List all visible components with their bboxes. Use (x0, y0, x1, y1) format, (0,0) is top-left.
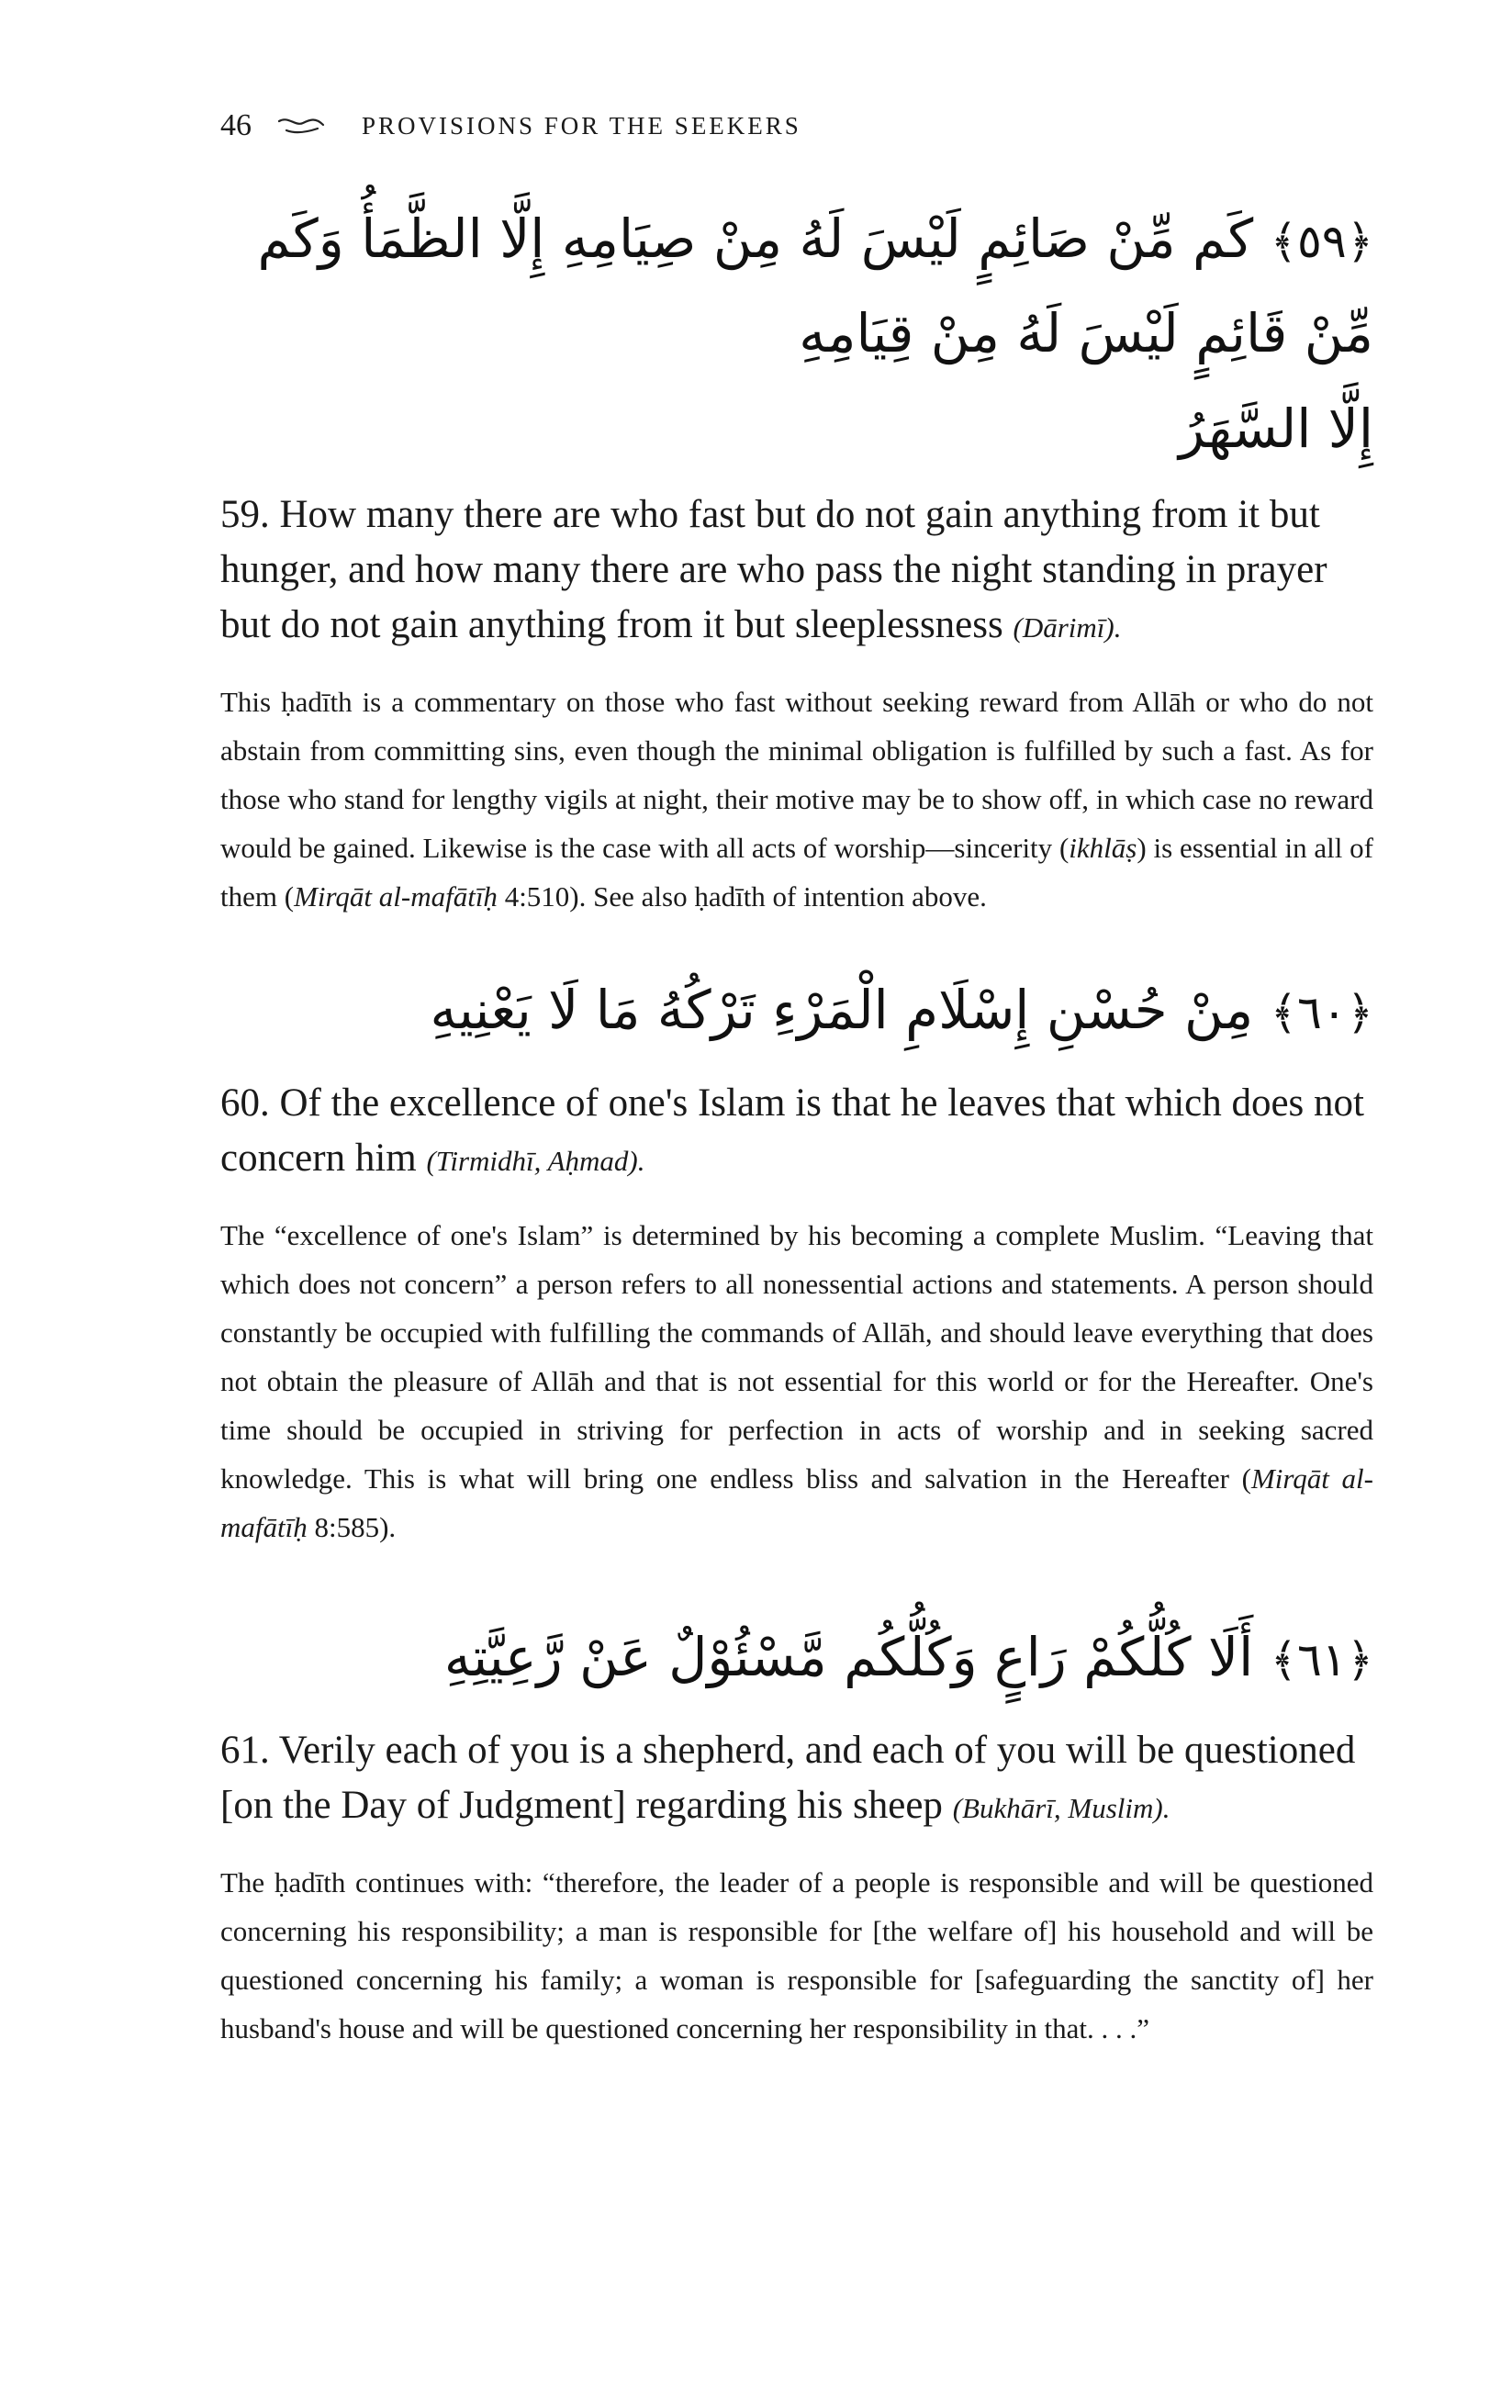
translation-text: 59. How many there are who fast but do not gain anything from it but hunger, and how many there are who pass the night standing in prayer but do not gain anything from it but sleeplessness (220, 493, 1327, 646)
running-head (220, 108, 801, 143)
hadith-reference: (Tirmidhī, Aḥmad). (426, 1145, 645, 1177)
commentary-term: ikhlāṣ (1069, 832, 1137, 864)
translation-text: 60. Of the excellence of one's Islam is that he leaves that which does not concern him (220, 1081, 1364, 1180)
arabic-text (220, 1607, 1373, 1710)
commentary-text: The “excellence of one's Islam” is determined by his becoming a complete Muslim. “Leaving that which does not concern” a person refers to all nonessential actions and statements. A person should constantly be occupied with fulfilling the commands of Allāh, and should leave everything that does not obtain the pleasure of Allāh and that is not essential for this world or for the Hereafter. One's time should be occupied in striving for perfection in acts of worship and in seeking sacred knowledge. This is what will bring one endless bliss and salvation in the Hereafter ( (220, 1219, 1373, 1495)
arabic-hadith-number: ﴿٦١﴾ (1270, 1633, 1373, 1686)
arabic-text (220, 193, 1373, 379)
hadith-reference: (Bukhārī, Muslim). (952, 1792, 1170, 1824)
arabic-line: أَلَا كُلُّكُمْ رَاعٍ وَكُلُّكُم مَّسْئُوْلٌ عَنْ رَّعِيَّتِهِ (443, 1626, 1254, 1688)
arabic-line: كَم مِّنْ صَائِمٍ لَيْسَ لَهُ مِنْ صِيَامِهِ إِلَّا الظَّمَأُ وَكَم مِّنْ قَائِمٍ لَيْسَ لَهُ مِنْ قِيَامِهِ (257, 207, 1373, 364)
hadith-translation (220, 1076, 1373, 1189)
page-number: 46 (220, 108, 252, 142)
commentary-text: The ḥadīth continues with: “therefore, the leader of a people is responsible and will be questioned concerning his responsibility; a man is responsible for [the welfare of] his household and will be questioned concerning his family; a woman is responsible for [safeguarding the sanctity of] her husband's house and will be questioned concerning her responsibility in that. . . .” (220, 1866, 1373, 2044)
swash-ornament-icon (275, 114, 327, 138)
hadith-entry-61 (220, 1607, 1373, 2053)
commentary-text: ) is essential in all of them ( (220, 832, 1374, 913)
running-title: PROVISIONS FOR THE SEEKERS (362, 111, 801, 140)
translation-text: 61. Verily each of you is a shepherd, and each of you will be questioned [on the Day of Judgment] regarding his sheep (220, 1729, 1356, 1827)
hadith-translation (220, 487, 1373, 655)
commentary-paragraph (220, 1211, 1373, 1551)
hadith-reference: (Dārimī). (1013, 611, 1122, 644)
hadith-translation (220, 1723, 1373, 1836)
arabic-line: إِلَّا السَّهَرُ (1179, 398, 1373, 460)
commentary-source: Mirqāt al-mafātīḥ (294, 880, 498, 913)
commentary-text: This ḥadīth is a commentary on those who fast without seeking reward from Allāh or who do not abstain from committing sins, even though the minimal obligation is fulfilled by such a fast. As for those who stand for lengthy vigils at night, their motive may be to show off, in which case no reward would be gained. Likewise is the case with all acts of worship—sincerity ( (220, 686, 1373, 864)
hadith-entry-60 (220, 959, 1373, 1551)
arabic-hadith-number: ﴿٦٠﴾ (1270, 986, 1373, 1039)
commentary-paragraph (220, 678, 1373, 921)
commentary-paragraph (220, 1858, 1373, 2053)
arabic-text-continuation (220, 383, 1373, 475)
arabic-hadith-number: ﴿٥٩﴾ (1270, 215, 1373, 268)
hadith-entry-59 (220, 193, 1373, 921)
arabic-text (220, 959, 1373, 1063)
arabic-line: مِنْ حُسْنِ إِسْلَامِ الْمَرْءِ تَرْكُهُ مَا لَا يَعْنِيهِ (430, 979, 1254, 1041)
commentary-text: 8:585). (307, 1511, 397, 1543)
commentary-source: Mirqāt al-mafātīḥ (220, 1462, 1373, 1543)
commentary-text: 4:510). See also ḥadīth of intention above. (497, 880, 987, 913)
